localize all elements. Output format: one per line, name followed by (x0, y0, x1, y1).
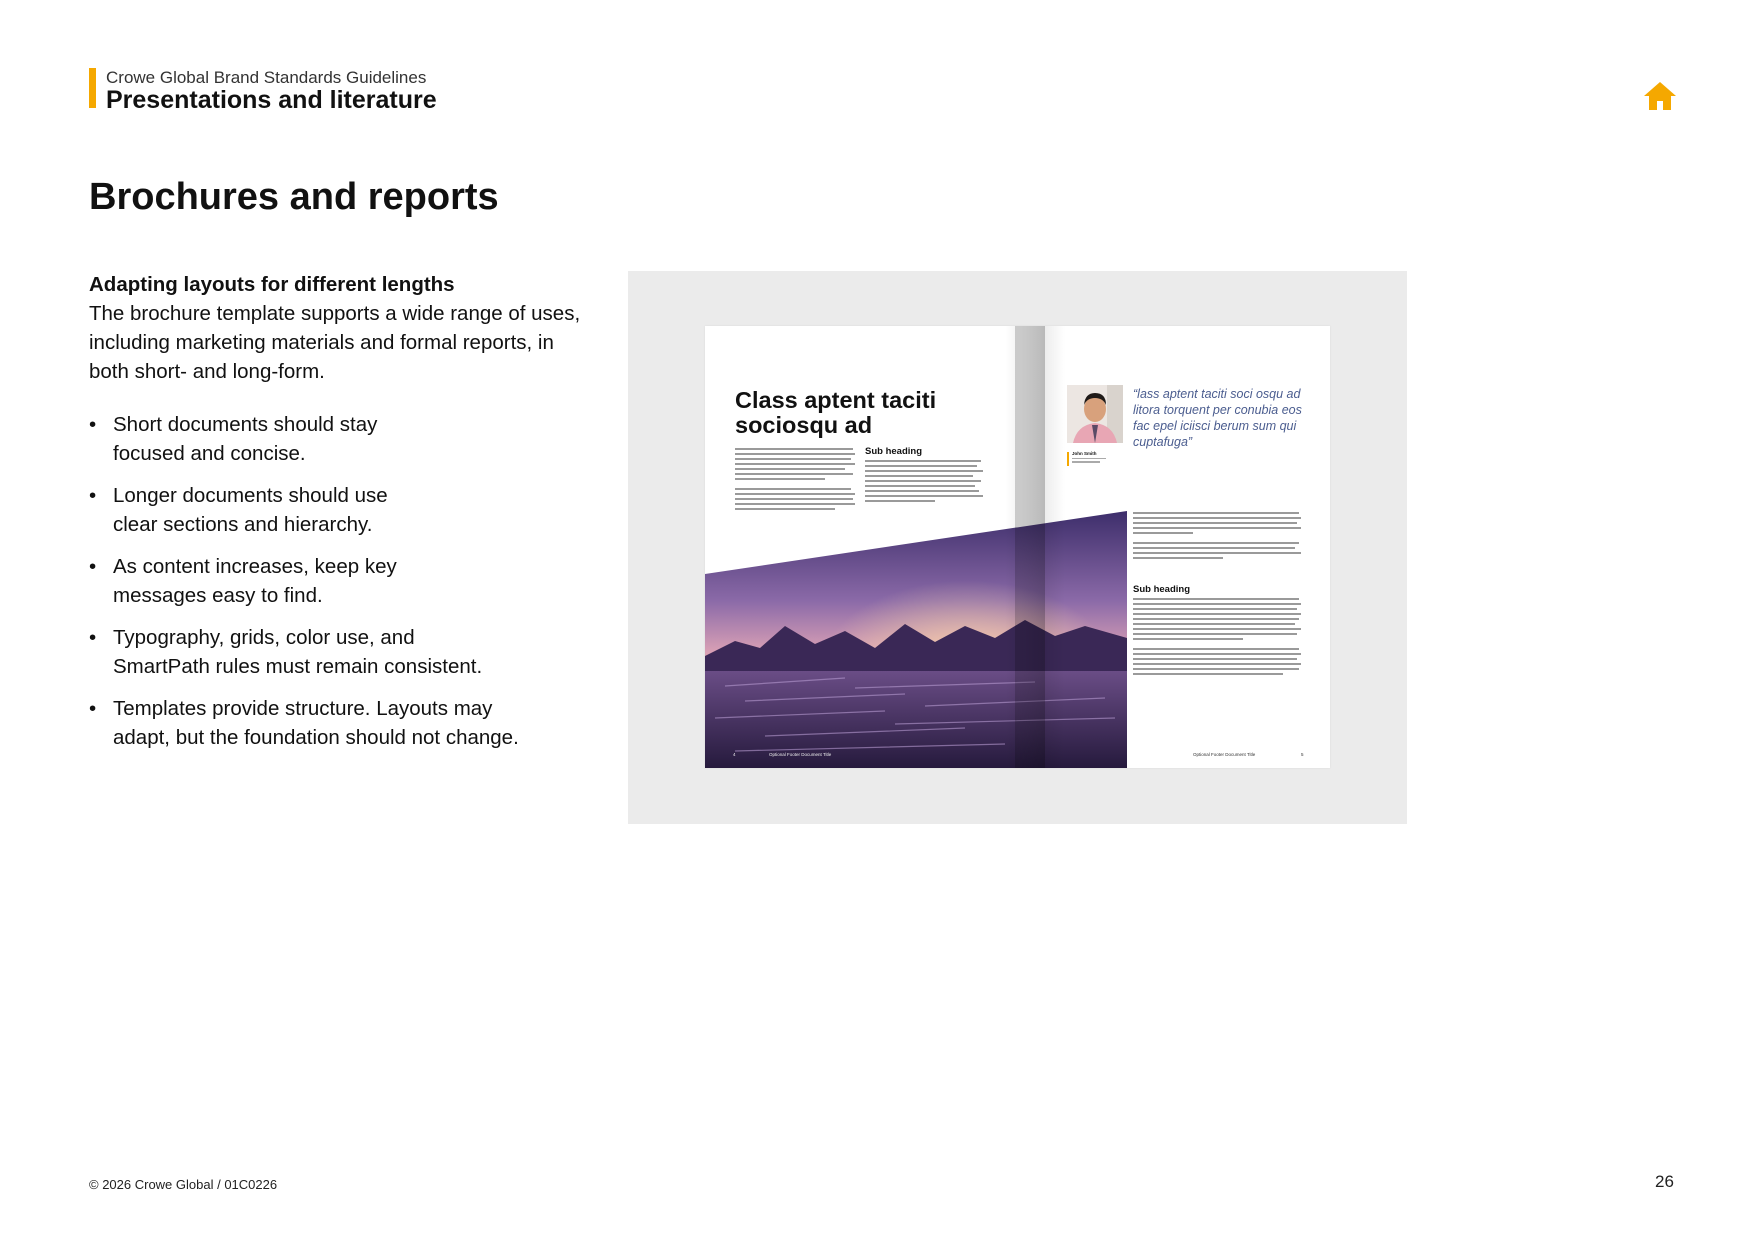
brochure-subheading: Sub heading (865, 446, 922, 457)
bullet-item (89, 694, 609, 752)
page-title: Brochures and reports (89, 176, 499, 218)
quote-accent-bar (1067, 452, 1069, 466)
header-accent-bar (89, 68, 96, 108)
brochure-footer-right: Optional Footer Document Title (1193, 752, 1256, 757)
brochure-title-line: Class aptent taciti (735, 387, 937, 413)
bullet-item (89, 410, 609, 468)
body-text-lines (1133, 512, 1303, 562)
bullet-text: clear sections and hierarchy. (113, 513, 373, 536)
quote-attribution-lines (1072, 458, 1106, 465)
guideline-bullet-list (89, 410, 609, 765)
header-supertitle: Crowe Global Brand Standards Guidelines (106, 68, 427, 87)
bullet-text: focused and concise. (113, 442, 306, 465)
bullet-text: • As content increases, keep key (113, 555, 397, 578)
pull-quote: “lass aptent taciti soci osqu ad litora torquent per conubia eos fac epel iciisci berum sum qui cuptafuga” (1133, 387, 1302, 449)
page-number-right: 5 (1301, 752, 1304, 757)
body-text-lines (1133, 598, 1303, 678)
intro-body: The brochure template supports a wide range of uses, including marketing materials and formal reports, in both short- and long-form. (89, 302, 581, 383)
bullet-item (89, 623, 609, 681)
bullet-text: SmartPath rules must remain consistent. (113, 655, 483, 678)
intro-heading: Adapting layouts for different lengths (89, 273, 455, 296)
page-number: 26 (1655, 1172, 1674, 1191)
bullet-text: adapt, but the foundation should not change. (113, 726, 519, 749)
quote-name: John Smith (1072, 451, 1097, 456)
footer-copyright: © 2026 Crowe Global / 01C0226 (89, 1177, 278, 1192)
home-icon[interactable] (1642, 80, 1678, 112)
portrait-photo (1067, 385, 1123, 443)
body-text-lines (865, 460, 983, 505)
bullet-text: • Longer documents should use (113, 484, 388, 507)
brochure-spread-image (705, 326, 1330, 768)
spread-gutter-shadow (1015, 326, 1065, 768)
brochure-title (735, 388, 936, 438)
bullet-text: messages easy to find. (113, 584, 323, 607)
bullet-text: • Typography, grids, color use, and (113, 626, 415, 649)
bullet-text: • Short documents should stay (113, 413, 378, 436)
brochure-title-line: sociosqu ad (735, 412, 873, 438)
bullet-item (89, 481, 609, 539)
bullet-text: • Templates provide structure. Layouts may (113, 697, 493, 720)
brochure-subheading: Sub heading (1133, 584, 1190, 595)
brochure-footer-left: Optional Footer Document Title (769, 752, 832, 757)
body-text-lines (735, 448, 857, 513)
brochure-preview-panel (628, 271, 1407, 824)
bullet-item (89, 552, 609, 610)
header-title: Presentations and literature (106, 86, 437, 114)
intro-section (89, 270, 589, 386)
page-number-left: 4 (733, 752, 736, 757)
